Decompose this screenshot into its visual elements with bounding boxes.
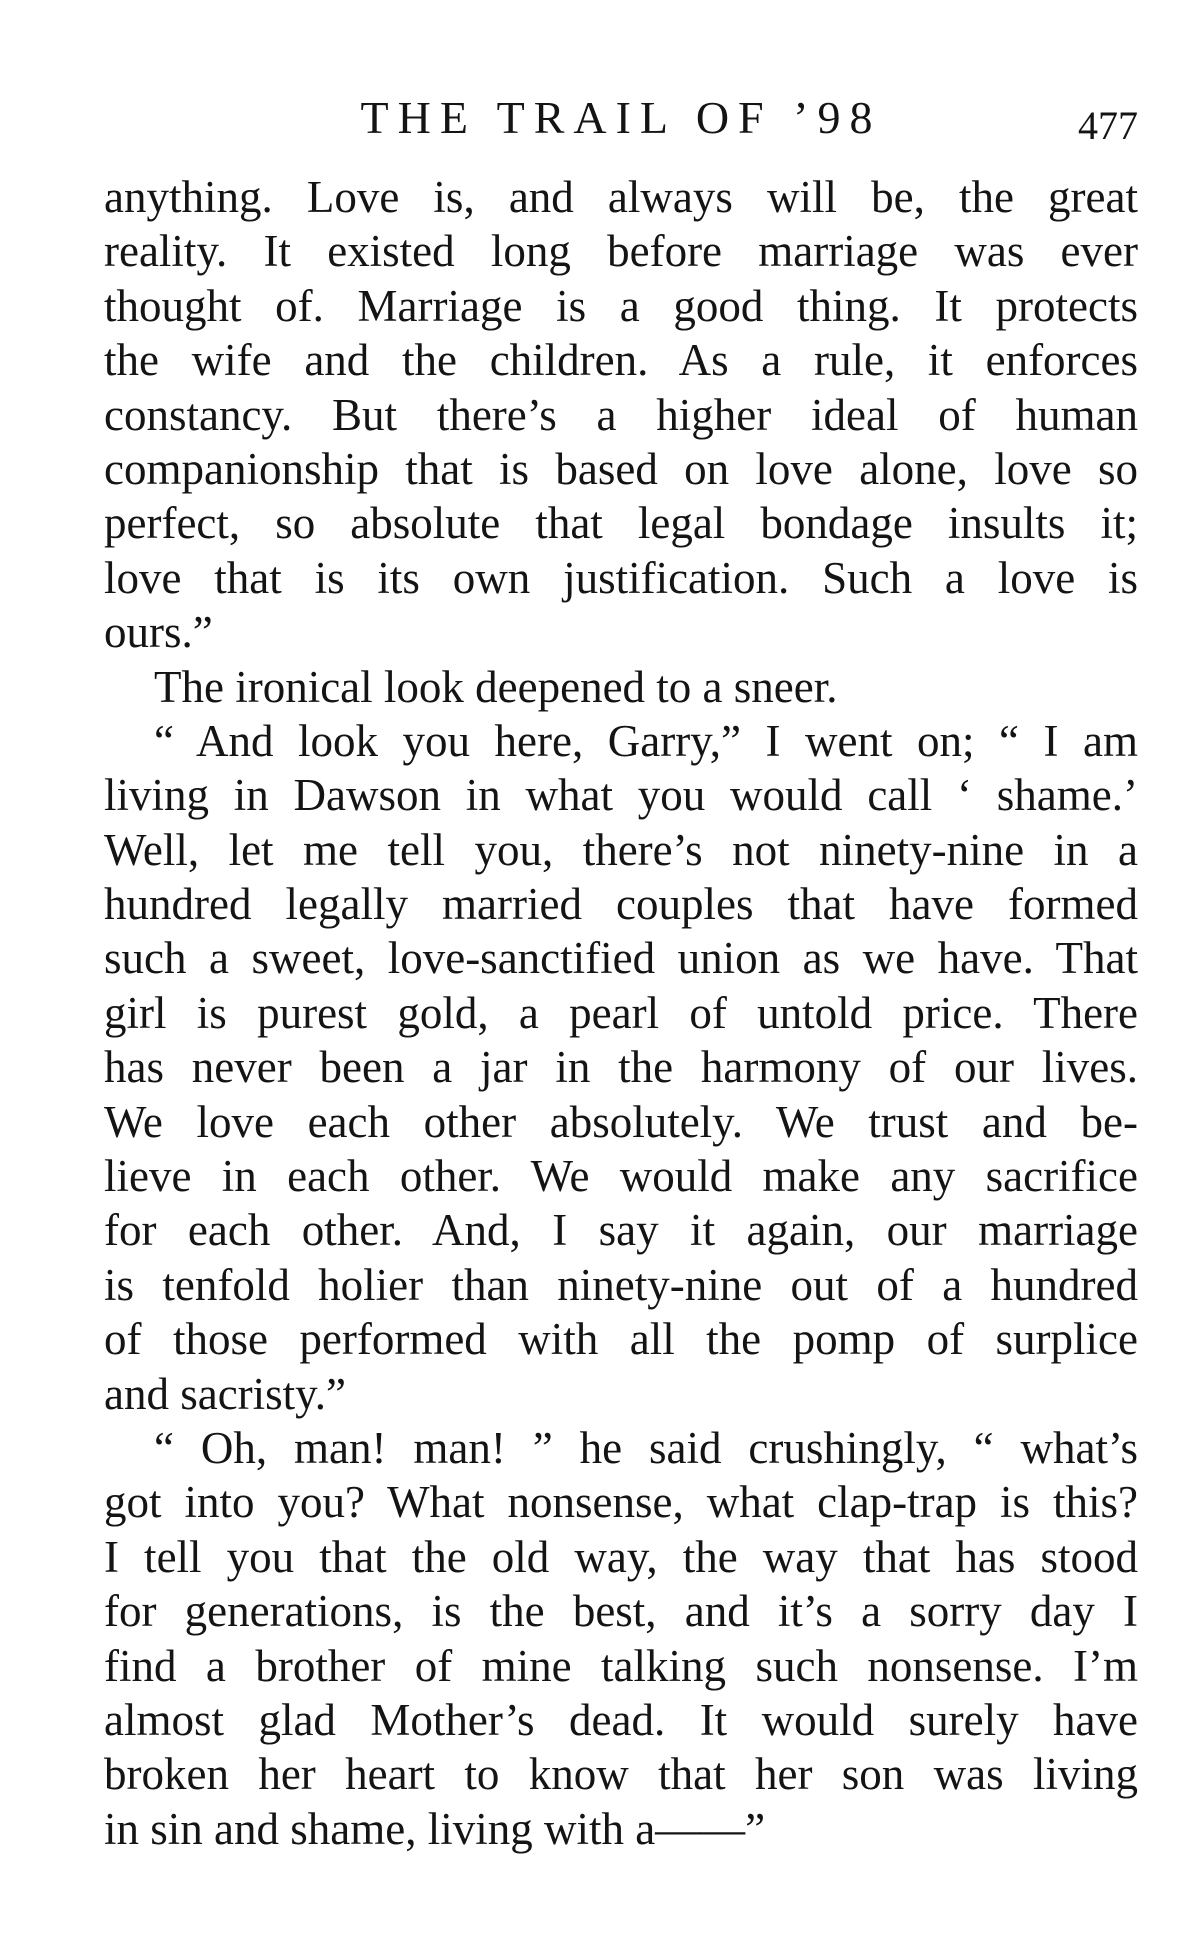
text-line: anything. Love is, and always will be, the great	[104, 172, 1138, 222]
text-line: I tell you that the old way, the way that has stood	[104, 1531, 1138, 1582]
running-head	[104, 88, 1138, 148]
text-line: reality. It existed long before marriage was ever	[104, 226, 1138, 277]
text-line: almost glad Mother’s dead. It would surely have	[104, 1694, 1138, 1745]
page-number: 477	[1078, 103, 1138, 148]
text-line: ours.”	[104, 607, 213, 658]
text-line: Well, let me tell you, there’s not ninety-nine in a	[104, 824, 1138, 875]
text-line: got into you? What nonsense, what clap-trap is this?	[104, 1477, 1138, 1528]
text-line: perfect, so absolute that legal bondage insults it;	[104, 498, 1138, 549]
body-text	[104, 170, 1138, 1856]
text-line: The ironical look deepened to a sneer.	[154, 661, 838, 712]
text-line: for generations, is the best, and it’s a sorry day I	[104, 1586, 1138, 1637]
running-title: THE TRAIL OF ’98	[360, 92, 882, 143]
text-line: “ And look you here, Garry,” I went on; “ I am	[154, 715, 1138, 766]
text-line: and sacristy.”	[104, 1368, 346, 1419]
text-line: girl is purest gold, a pearl of untold price. There	[104, 987, 1138, 1038]
text-line: thought of. Marriage is a good thing. It protects	[104, 280, 1138, 331]
text-line: is tenfold holier than ninety-nine out of a hundred	[104, 1259, 1138, 1310]
text-line: the wife and the children. As a rule, it enforces	[104, 335, 1138, 386]
text-line: lieve in each other. We would make any sacrifice	[104, 1151, 1138, 1202]
text-line: such a sweet, love-sanctified union as we have. That	[104, 933, 1138, 984]
text-line: find a brother of mine talking such nonsense. I’m	[104, 1640, 1138, 1691]
text-line: love that is its own justification. Such a love is	[104, 552, 1138, 603]
text-line: constancy. But there’s a higher ideal of human	[104, 389, 1138, 440]
text-line: broken her heart to know that her son was living	[104, 1749, 1138, 1800]
text-line: for each other. And, I say it again, our marriage	[104, 1205, 1138, 1256]
text-line: companionship that is based on love alone, love so	[104, 443, 1138, 494]
text-line: “ Oh, man! man! ” he said crushingly, “ what’s	[154, 1422, 1138, 1473]
text-line: living in Dawson in what you would call ‘ shame.’	[104, 770, 1138, 821]
text-line: hundred legally married couples that have formed	[104, 879, 1138, 930]
text-line: of those performed with all the pomp of surplice	[104, 1314, 1138, 1365]
text-line: has never been a jar in the harmony of our lives.	[104, 1042, 1138, 1093]
text-line: in sin and shame, living with a——”	[104, 1803, 766, 1854]
text-line: We love each other absolutely. We trust and be-	[104, 1096, 1138, 1147]
